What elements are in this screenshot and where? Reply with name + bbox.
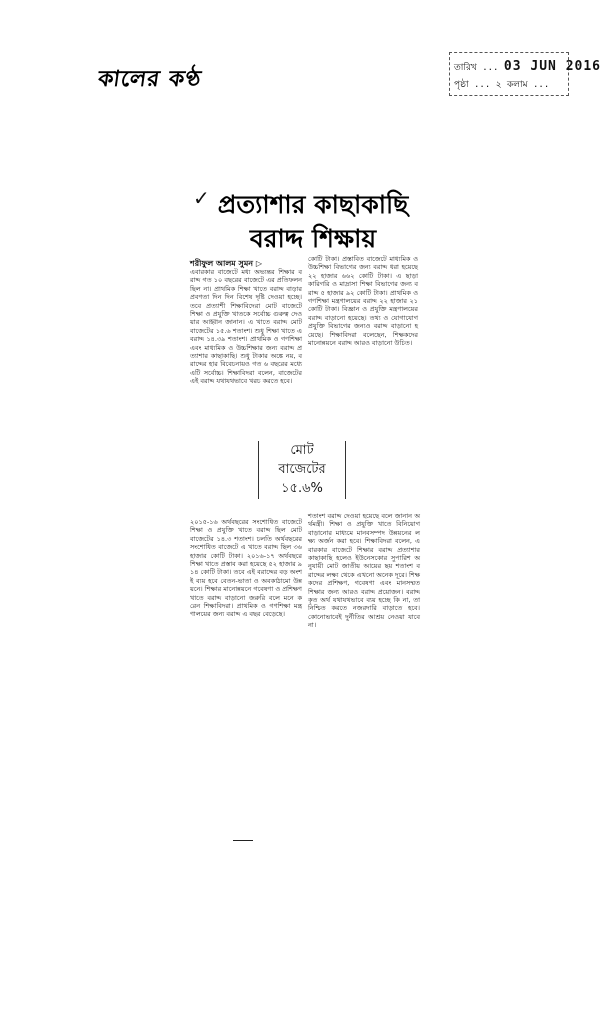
pull-quote-line-1: মোট (290, 443, 314, 458)
article-column-3: ২০১৫-১৬ অর্থবছরের সংশোধিত বাজেটে শিক্ষা ও প্রযুক্তি খাতে বরাদ্দ ছিল মোট বাজেটের ১৪.৩ শতাংশ। চলতি অর্থবছরের সংশোধিত বাজেটে এ খাতে বরাদ্দ ছিল ৩৬ হাজার কোটি টাকা। ২০১৬-১৭ অর্থবছরে শিক্ষা খাতে প্রস্তাব করা হয়েছে ৫২ হাজার ৯১৪ কোটি টাকা। তবে এই বরাদ্দের বড় অংশই ব্যয় হবে বেতন-ভাতা ও অবকাঠামো উন্নয়নে। শিক্ষার মানোন্নয়নে গবেষণা ও প্রশিক্ষণ খাতে বরাদ্দ বাড়ানো জরুরি বলে মনে করেন শিক্ষাবিদরা। প্রাথমিক ও গণশিক্ষা মন্ত্রণালয়ের জন্য বরাদ্দ এ বছর বেড়েছে। (190, 518, 302, 619)
article-column-4: শতাংশ বরাদ্দ দেওয়া হয়েছে বলে জানান অর্থমন্ত্রী। শিক্ষা ও প্রযুক্তি খাতে বিনিয়োগ বাড়ানোর মাধ্যমে মানবসম্পদ উন্নয়নের লক্ষ্য অর্জন করা হবে। শিক্ষাবিদরা বলেন, এবারকার বাজেটে শিক্ষার বরাদ্দ প্রত্যাশার কাছাকাছি হলেও ইউনেসকোর সুপারিশ অনুযায়ী মোট জাতীয় আয়ের ছয় শতাংশ বরাদ্দের লক্ষ্য থেকে এখনো অনেক দূরে। শিক্ষকদের প্রশিক্ষণ, গবেষণা এবং মানসম্মত শিক্ষার জন্য আরও বরাদ্দ প্রয়োজন। বরাদ্দকৃত অর্থ যথাযথভাবে ব্যয় হচ্ছে কি না, তা নিশ্চিত করতে নজরদারি বাড়াতে হবে। কোনোভাবেই দুর্নীতির আশ্রয় নেওয়া যাবে না। (308, 512, 421, 630)
stamp-date-label: তারিখ ... (454, 63, 499, 73)
clipping-date-stamp (449, 52, 601, 96)
article-byline: শরীফুল আলম সুমন ▷ (190, 259, 262, 268)
pen-mark-icon: ✓ (193, 186, 210, 210)
stamp-date-row (454, 59, 601, 75)
pull-quote-line-3: ১৫.৬% (281, 481, 323, 496)
stamp-date: 03 JUN 2016 (503, 59, 601, 74)
pull-quote-line-2: বাজেটের (278, 462, 326, 477)
stamp-page-value: ২ (495, 80, 502, 90)
article-end-rule (233, 840, 253, 841)
stamp-page-row (454, 77, 549, 92)
pull-quote (258, 441, 346, 499)
stamp-column-label: কলাম ... (506, 80, 550, 90)
headline-line-2: বরাদ্দ শিক্ষায় (249, 224, 377, 253)
stamp-page-label: পৃষ্ঠা ... (454, 80, 491, 90)
article-column-2: কোটি টাকা। প্রস্তাবিত বাজেটে মাধ্যমিক ও উচ্চশিক্ষা বিভাগের জন্য বরাদ্দ ধরা হয়েছে ২২ হাজার ৬৬২ কোটি টাকা। এ ছাড়া কারিগরি ও মাদ্রাসা শিক্ষা বিভাগের জন্য বরাদ্দ ৫ হাজার ৯২ কোটি টাকা। প্রাথমিক ও গণশিক্ষা মন্ত্রণালয়ের বরাদ্দ ২২ হাজার ২১ কোটি টাকা। বিজ্ঞান ও প্রযুক্তি মন্ত্রণালয়ের বরাদ্দ বাড়ানো হয়েছে। তথ্য ও যোগাযোগ প্রযুক্তি বিভাগের জন্যও বরাদ্দ বাড়ানো হয়েছে। শিক্ষাবিদরা বলেছেন, শিক্ষকদের মানোন্নয়নে বরাদ্দ আরও বাড়ানো উচিত। (308, 255, 418, 348)
article-column-1: এবারকার বাজেটে মধ্য অভ্যন্তর শিক্ষার বরাদ্দ গত ১০ বছরের বাজেটে এর প্রতিফলন ছিল না। প্রাথমিক শিক্ষা খাতে বরাদ্দ বাড়ার প্রবণতা দিন দিন বিশেষ দৃষ্টি দেওয়া হচ্ছে। তবে প্রত্যাশী শিক্ষাবিদেরা মোট বাজেটে শিক্ষা ও প্রযুক্তি খাতকে সর্বোচ্চ গুরুত্ব দেওয়ার আহ্বান জানান। এ খাতে বরাদ্দ মোট বাজেটের ১৫.৬ শতাংশ। শুধু শিক্ষা খাতে এ বরাদ্দ ১৪.৩৯ শতাংশ। প্রাথমিক ও গণশিক্ষা এবং মাধ্যমিক ও উচ্চশিক্ষার জন্য বরাদ্দ প্রত্যাশার কাছাকাছি। শুধু টাকার অঙ্কে নয়, বরাদ্দের হার বিবেচনায়ও গত ৬ বছরের মধ্যে এটি সর্বোচ্চ। শিক্ষাবিদরা বলেন, বাজেটের এই বরাদ্দ যথাযথভাবে খরচ করতে হবে। (190, 268, 302, 386)
headline-line-1: প্রত্যাশার কাছাকাছি (217, 190, 409, 219)
article-headline (198, 188, 428, 256)
newspaper-masthead: কালের কণ্ঠ (96, 67, 204, 92)
